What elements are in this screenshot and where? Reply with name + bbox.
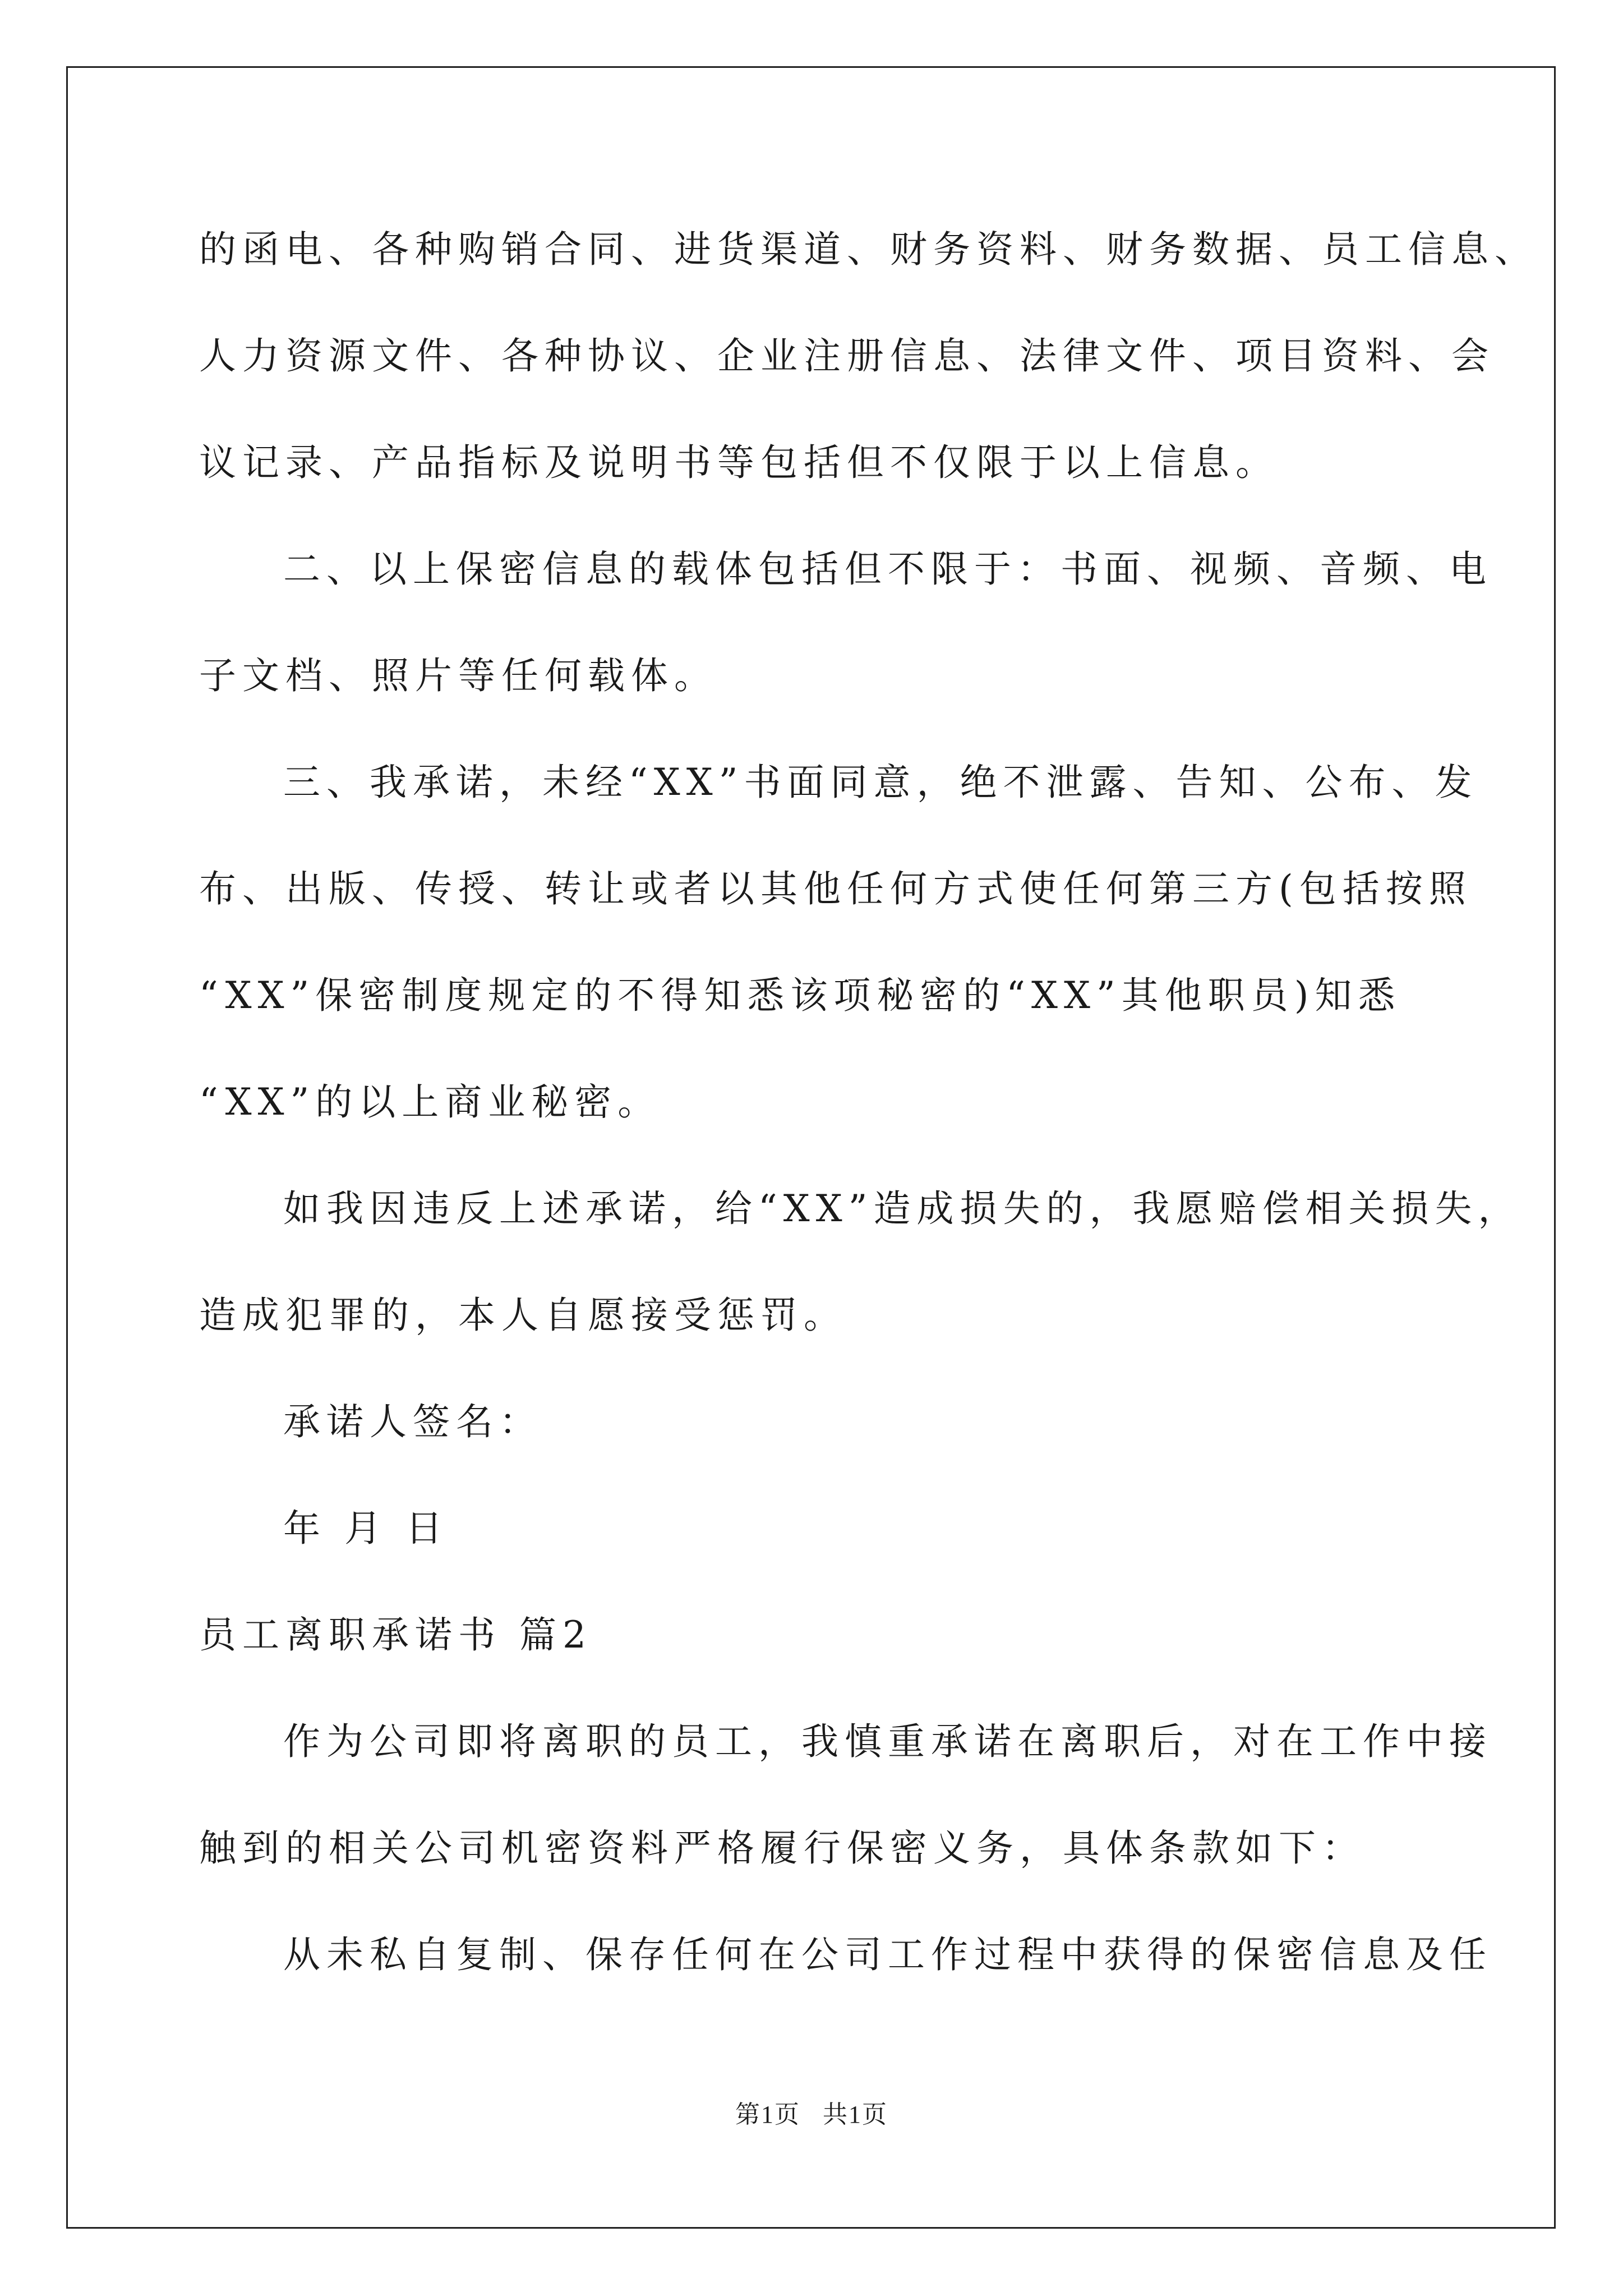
document-body xyxy=(199,219,1538,2031)
text-line: 造成犯罪的，本人自愿接受惩罚。 xyxy=(199,1294,847,1337)
text-line: 子文档、照片等任何载体。 xyxy=(199,654,717,697)
date-line: 年 月 日 xyxy=(283,1507,449,1550)
text-line: “XX”保密制度规定的不得知悉该项秘密的“XX”其他职员)知悉 xyxy=(199,974,1401,1017)
page-footer xyxy=(0,2098,1623,2132)
section-heading: 员工离职承诺书 篇2 xyxy=(199,1613,592,1657)
page-total: 共1页 xyxy=(823,2101,888,2128)
text-line: 三、我承诺，未经“XX”书面同意，绝不泄露、告知、公布、发 xyxy=(283,761,1478,804)
text-line: 的函电、各种购销合同、进货渠道、财务资料、财务数据、员工信息、 xyxy=(199,228,1538,271)
text-line: 议记录、产品指标及说明书等包括但不仅限于以上信息。 xyxy=(199,441,1279,484)
text-line: 布、出版、传授、转让或者以其他任何方式使任何第三方(包括按照 xyxy=(199,867,1472,910)
page-number: 第1页 xyxy=(735,2101,800,2128)
text-line: 人力资源文件、各种协议、企业注册信息、法律文件、项目资料、会 xyxy=(199,334,1495,378)
text-line: 作为公司即将离职的员工，我慎重承诺在离职后，对在工作中接 xyxy=(283,1720,1492,1763)
text-line: 从未私自复制、保存任何在公司工作过程中获得的保密信息及任 xyxy=(283,1933,1492,1976)
signature-label: 承诺人签名： xyxy=(283,1400,542,1443)
text-line: 触到的相关公司机密资料严格履行保密义务，具体条款如下： xyxy=(199,1826,1365,1870)
text-line: 二、以上保密信息的载体包括但不限于：书面、视频、音频、电 xyxy=(283,547,1492,591)
text-line: “XX”的以上商业秘密。 xyxy=(199,1080,661,1124)
text-line: 如我因违反上述承诺，给“XX”造成损失的，我愿赔偿相关损失， xyxy=(283,1187,1521,1230)
